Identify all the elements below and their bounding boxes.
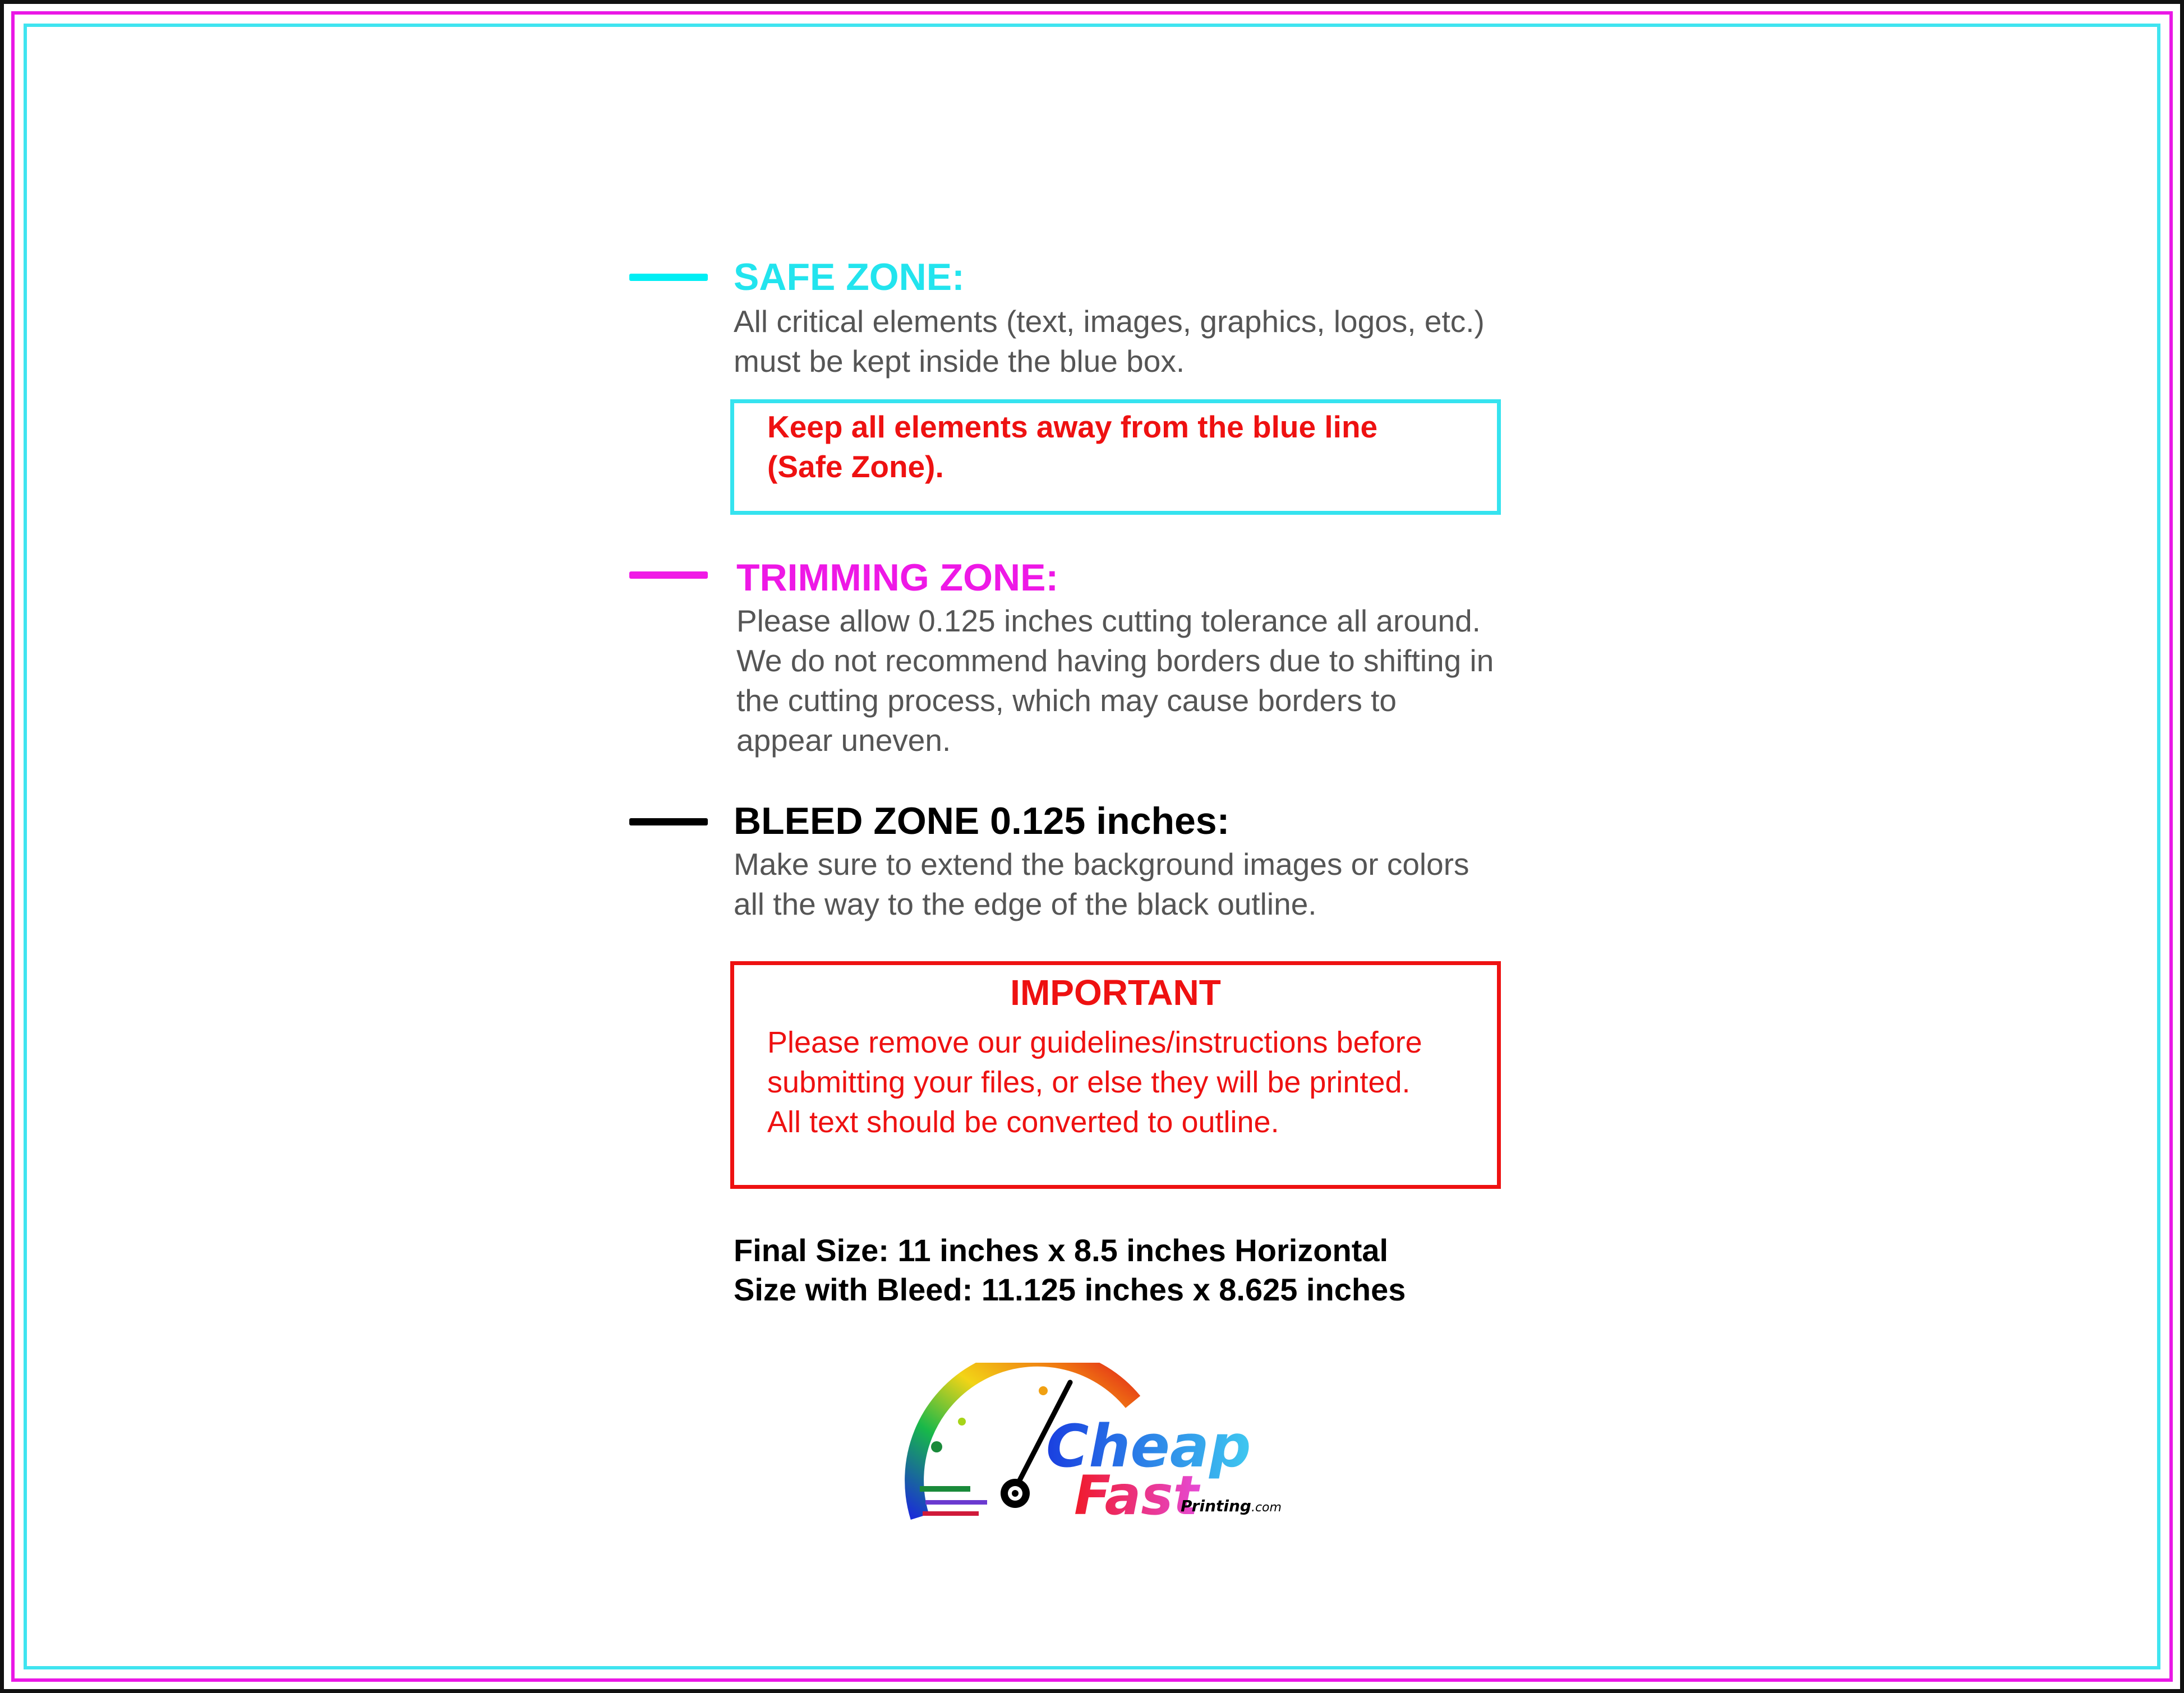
- trimming-zone-line: Please allow 0.125 inches cutting tolerance all around.: [736, 603, 1481, 638]
- safe-zone-line: All critical elements (text, images, graphics, logos, etc.): [734, 304, 1485, 339]
- bleed-zone-swatch: [629, 818, 708, 825]
- important-line: All text should be converted to outline.: [767, 1105, 1279, 1139]
- logo-dotcom-text: .com: [1251, 1501, 1282, 1515]
- safe-zone-note-line: Keep all elements away from the blue line: [767, 409, 1378, 444]
- logo-printing-text: Printing: [1181, 1497, 1251, 1515]
- safe-zone-heading: SAFE ZONE:: [734, 256, 965, 298]
- trimming-zone-heading: TRIMMING ZONE:: [736, 556, 1059, 599]
- logo-word-printing: [1181, 1497, 1282, 1515]
- company-logo: [897, 1363, 1290, 1542]
- bleed-zone-heading: BLEED ZONE 0.125 inches:: [734, 800, 1230, 842]
- logo-word-cheap: Cheap: [1046, 1412, 1251, 1480]
- important-line: Please remove our guidelines/instructions before: [767, 1026, 1422, 1059]
- safe-zone-description: [734, 302, 1485, 381]
- safe-zone-swatch: [629, 274, 708, 281]
- important-text: [767, 1023, 1422, 1142]
- trimming-zone-line: the cutting process, which may cause borders to: [736, 683, 1397, 718]
- trimming-zone-description: [736, 601, 1494, 760]
- bleed-zone-line: Make sure to extend the background images or colors: [734, 847, 1469, 882]
- bleed-zone-description: [734, 845, 1469, 924]
- bleed-size-text: Size with Bleed: 11.125 inches x 8.625 inches: [734, 1272, 1406, 1307]
- trimming-zone-line: We do not recommend having borders due to shifting in: [736, 643, 1494, 678]
- bleed-zone-line: all the way to the edge of the black outline.: [734, 887, 1317, 921]
- logo-word-fast: Fast: [1074, 1464, 1199, 1527]
- safe-zone-note-line: (Safe Zone).: [767, 449, 944, 484]
- trimming-zone-swatch: [629, 571, 708, 579]
- size-info: [734, 1231, 1406, 1309]
- important-line: submitting your files, or else they will be printed.: [767, 1065, 1411, 1099]
- trimming-zone-line: appear uneven.: [736, 723, 951, 758]
- final-size-text: Final Size: 11 inches x 8.5 inches Horizontal: [734, 1233, 1389, 1268]
- safe-zone-note: [767, 407, 1377, 487]
- safe-zone-line: must be kept inside the blue box.: [734, 344, 1185, 379]
- important-title: IMPORTANT: [1010, 972, 1221, 1013]
